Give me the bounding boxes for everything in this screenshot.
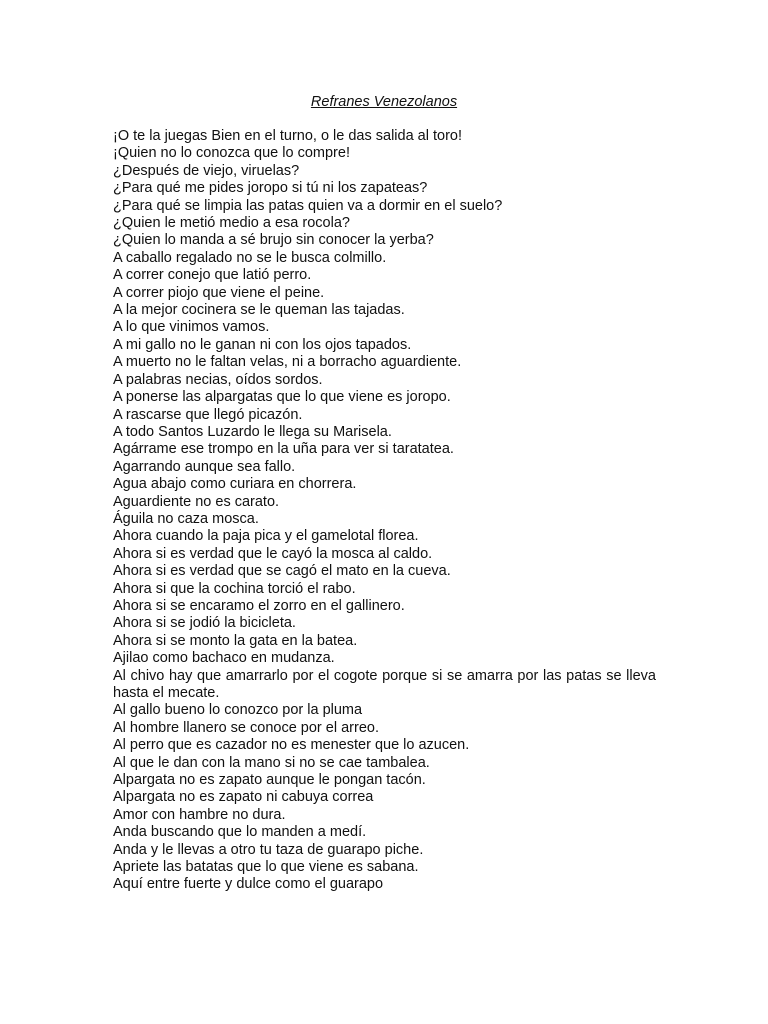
- proverb-line: A rascarse que llegó picazón.: [113, 406, 303, 423]
- proverb-line: A correr conejo que latió perro.: [113, 267, 312, 284]
- proverb-line: Alpargata no es zapato aunque le pongan tacón.: [113, 772, 426, 789]
- proverb-line: Ahora si se monto la gata en la batea.: [113, 632, 358, 649]
- proverb-line: Al gallo bueno lo conozco por la pluma: [113, 702, 363, 719]
- proverb-line: A muerto no le faltan velas, ni a borracho aguardiente.: [113, 354, 462, 371]
- proverb-line: Anda y le llevas a otro tu taza de guarapo piche.: [113, 841, 424, 858]
- proverb-line: A todo Santos Luzardo le llega su Marisela.: [113, 423, 392, 440]
- proverb-line: ¿Quien le metió medio a esa rocola?: [113, 215, 350, 232]
- proverb-line: Apriete las batatas que lo que viene es sabana.: [113, 859, 419, 876]
- proverb-line: Agárrame ese trompo en la uña para ver si taratatea.: [113, 441, 454, 458]
- proverb-list: [113, 128, 656, 894]
- proverb-line: ¿Para qué me pides joropo si tú ni los zapateas?: [113, 180, 428, 197]
- proverb-line: A ponerse las alpargatas que lo que viene es joropo.: [113, 389, 451, 406]
- proverb-line: Al chivo hay que amarrarlo por el cogote porque si se amarra por las patas se lleva hasta el mecate.: [113, 667, 656, 701]
- proverb-line: ¡Quien no lo conozca que lo compre!: [113, 145, 350, 162]
- proverb-line: Agarrando aunque sea fallo.: [113, 458, 296, 475]
- proverb-line: Amor con hambre no dura.: [113, 806, 286, 823]
- proverb-line: A caballo regalado no se le busca colmillo.: [113, 249, 387, 266]
- proverb-line: Ahora si se encaramo el zorro en el gallinero.: [113, 597, 405, 614]
- proverb-line: Águila no caza mosca.: [113, 510, 259, 527]
- proverb-line: ¿Para qué se limpia las patas quien va a dormir en el suelo?: [113, 197, 503, 214]
- proverb-line: A correr piojo que viene el peine.: [113, 284, 325, 301]
- proverb-line: Al perro que es cazador no es menester que lo azucen.: [113, 737, 470, 754]
- proverb-line: A la mejor cocinera se le queman las tajadas.: [113, 302, 405, 319]
- document-title: Refranes Venezolanos: [310, 94, 458, 110]
- proverb-line: ¿Quien lo manda a sé brujo sin conocer la yerba?: [113, 232, 434, 249]
- proverb-line: ¿Después de viejo, viruelas?: [113, 162, 300, 179]
- proverb-line: Ajilao como bachaco en mudanza.: [113, 650, 335, 667]
- proverb-line: Agua abajo como curiara en chorrera.: [113, 476, 357, 493]
- proverb-line: Ahora si es verdad que se cagó el mato en la cueva.: [113, 563, 451, 580]
- proverb-line: Anda buscando que lo manden a medí.: [113, 824, 367, 841]
- proverb-line: Ahora si es verdad que le cayó la mosca al caldo.: [113, 545, 433, 562]
- proverb-line: Alpargata no es zapato ni cabuya correa: [113, 789, 374, 806]
- proverb-line: Aguardiente no es carato.: [113, 493, 280, 510]
- proverb-line: Al hombre llanero se conoce por el arreo.: [113, 719, 379, 736]
- proverb-line: A lo que vinimos vamos.: [113, 319, 270, 336]
- proverb-line: Aquí entre fuerte y dulce como el guarapo: [113, 876, 384, 893]
- proverb-line: Ahora si se jodió la bicicleta.: [113, 615, 296, 632]
- proverb-line: A palabras necias, oídos sordos.: [113, 371, 323, 388]
- proverb-line: A mi gallo no le ganan ni con los ojos tapados.: [113, 336, 412, 353]
- proverb-line: ¡O te la juegas Bien en el turno, o le das salida al toro!: [113, 128, 463, 144]
- proverb-line: Al que le dan con la mano si no se cae tambalea.: [113, 754, 430, 771]
- proverb-line: Ahora si que la cochina torció el rabo.: [113, 580, 356, 597]
- proverb-line: Ahora cuando la paja pica y el gamelotal florea.: [113, 528, 419, 545]
